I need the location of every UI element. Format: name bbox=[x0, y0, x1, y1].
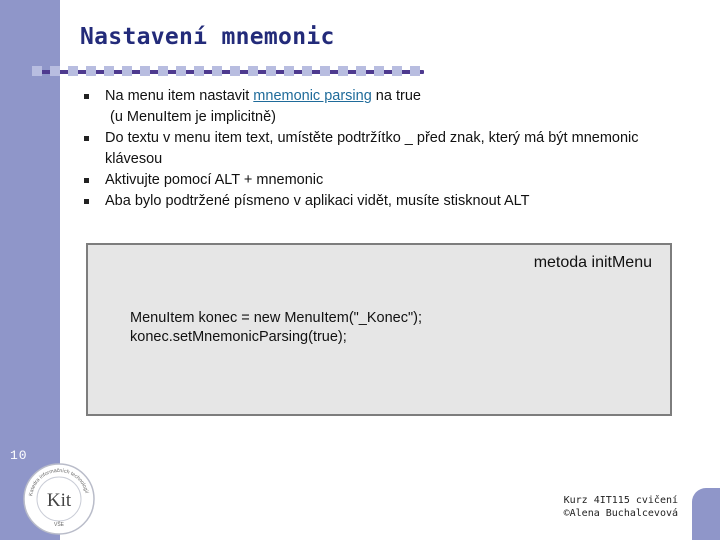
footer-author: ©Alena Buchalcevová bbox=[563, 508, 678, 519]
footer bbox=[564, 494, 678, 520]
bullet-text: Na menu item nastavit bbox=[105, 88, 254, 104]
code-box bbox=[86, 243, 672, 416]
bullet-text: Do textu v menu item text, umístěte podtržítko _ před znak, který má být mnemonic klávesou bbox=[105, 130, 639, 167]
bullet-subtext: (u MenuItem je implicitně) bbox=[110, 109, 276, 125]
bullet-item bbox=[84, 86, 684, 128]
logo-ring-text: Katedra informačních technologií bbox=[28, 467, 90, 497]
slide-title: Nastavení mnemonic bbox=[80, 24, 335, 50]
bullet-item bbox=[84, 170, 684, 191]
bullet-text: na true bbox=[371, 88, 421, 104]
corner-tab-decoration bbox=[692, 488, 720, 540]
kit-logo bbox=[22, 462, 96, 536]
bullet-text: Aktivujte pomocí ALT + mnemonic bbox=[105, 172, 324, 188]
logo-subtext: VŠE bbox=[53, 522, 65, 528]
bullet-item bbox=[84, 128, 684, 170]
code-line: konec.setMnemonicParsing(true); bbox=[130, 329, 347, 345]
mnemonic-parsing-link[interactable]: mnemonic parsing bbox=[253, 88, 372, 104]
code-box-title: metoda initMenu bbox=[533, 254, 652, 271]
left-sidebar-band bbox=[0, 0, 60, 540]
code-snippet bbox=[130, 309, 422, 347]
slide-number: 10 bbox=[10, 448, 28, 463]
title-underline bbox=[32, 64, 424, 80]
bullet-text: Aba bylo podtržené písmeno v aplikaci vidět, musíte stisknout ALT bbox=[105, 193, 530, 209]
footer-course: Kurz 4IT115 cvičení bbox=[563, 495, 678, 506]
bullet-item bbox=[84, 191, 684, 212]
bullet-list bbox=[84, 86, 684, 212]
logo-text: Kit bbox=[46, 490, 72, 511]
code-line: MenuItem konec = new MenuItem("_Konec"); bbox=[130, 310, 422, 326]
